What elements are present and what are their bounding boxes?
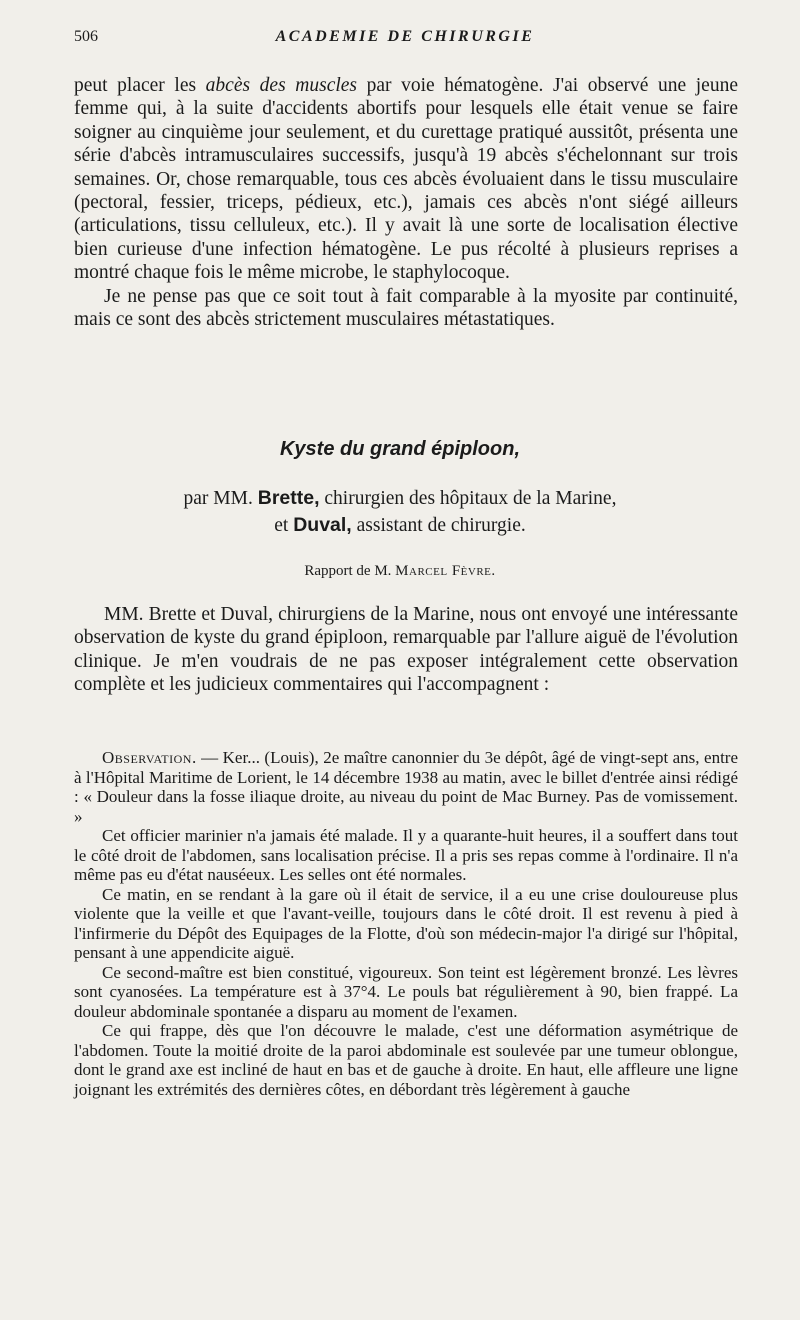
byline-conjunction: et — [274, 515, 294, 536]
reporter-name: Marcel Fèvre. — [395, 563, 496, 579]
observation-intro: — Ker... (Louis), 2e maître canonnier du 3e dépôt, âgé de vingt-sept ans, entre à l'Hôpital Maritime de Lorient, le 14 décembre 1938 au matin, avec le billet d'entrée ainsi rédigé : « Douleur dans la fosse iliaque droite, au niveau du point de Mac Burney. Pas de vomissement. » — [74, 748, 738, 826]
observation-label: Observation. — [102, 748, 197, 767]
lead-paragraph-1-rest: par voie hématogène. J'ai observé une jeune femme qui, à la suite d'accidents abortifs pour lesquels elle était venue se faire soigner au cinquième jour seulement, et du curettage pratiqué aussitôt, présenta une série d'abcès intramusculaires successifs, jusqu'à 19 abcès s'échelonnant sur trois semaines. Or, chose remarquable, tous ces abcès évoluaient dans le tissu musculaire (pectoral, fessier, triceps, pédieux, etc.), jamais ces abcès n'ont siégé ailleurs (articulations, tissu celluleux, etc.). Il y avait là une sorte de localisation élective bien curieuse d'une infection hématogène. Le pus récolté à plusieurs reprises a montré chaque fois le même microbe, le staphylocoque. — [74, 75, 738, 284]
observation-paragraph-5: Ce qui frappe, dès que l'on découvre le malade, c'est une déformation asymétrique de l'abdomen. Toute la moitié droite de la paroi abdominale est soulevée par une tumeur oblongue, dont le grand axe est incliné de haut en bas et de gauche à droite. En haut, elle affleure une ligne joignant les extrémités des dernières côtes, en débordant très légèrement à gauche — [74, 1021, 738, 1099]
lead-paragraph-1 — [74, 74, 738, 285]
article-byline — [0, 485, 800, 539]
page-header — [74, 28, 736, 52]
lead-text — [74, 74, 738, 331]
running-title: ACADEMIE DE CHIRURGIE — [275, 28, 535, 45]
observation-paragraph-4: Ce second-maître est bien constitué, vigoureux. Son teint est légèrement bronzé. Les lèvres sont cyanosées. La température est à 37°4. Le pouls bat régulièrement à 90, bien frappé. La douleur abdominale spontanée a disparu au moment de l'examen. — [74, 962, 738, 1021]
report-attribution — [0, 563, 800, 580]
author-duval-role: assistant de chirurgie. — [351, 515, 526, 536]
report-paragraph: MM. Brette et Duval, chirurgiens de la Marine, nous ont envoyé une intéressante observation de kyste du grand épiploon, remarquable par l'allure aiguë de l'évolution clinique. Je m'en voudrais de ne pas exposer intégralement cette observation complète et les judicieux commentaires qui l'accompagnent : — [74, 604, 738, 696]
observation-section — [74, 748, 738, 1099]
author-brette: Brette, — [257, 487, 320, 509]
lead-paragraph-1-italic: abcès des muscles — [205, 75, 358, 96]
observation-paragraph-2: Cet officier marinier n'a jamais été malade. Il y a quarante-huit heures, il a souffert dans tout le côté droit de l'abdomen, sans localisation précise. Il a pris ses repas comme à l'ordinaire. Il n'a même pas eu d'état nauséeux. Les selles ont été normales. — [74, 826, 738, 884]
report-prefix: Rapport de M. — [304, 563, 396, 579]
page-number: 506 — [74, 28, 98, 45]
byline-line-2 — [0, 512, 800, 539]
observation-paragraph-1 — [74, 748, 738, 826]
lead-paragraph-2: Je ne pense pas que ce soit tout à fait comparable à la myosite par continuité, mais ce sont des abcès strictement musculaires métastatiques. — [74, 285, 738, 331]
byline-line-1 — [0, 485, 800, 512]
byline-prefix: par MM. — [183, 488, 258, 509]
author-duval: Duval, — [293, 514, 352, 536]
article-title: Kyste du grand épiploon, — [279, 438, 520, 460]
observation-paragraph-3: Ce matin, en se rendant à la gare où il était de service, il a eu une crise douloureuse plus violente que la veille et que l'avant-veille, toujours dans le côté droit. Il est revenu à pied à l'infirmerie du Dépôt des Equipages de la Flotte, d'où son médecin-major l'a dirigé sur l'hôpital, pensant à une appendicite aiguë. — [74, 884, 738, 962]
author-brette-role: chirurgien des hôpitaux de la Marine, — [319, 488, 617, 509]
lead-paragraph-1-start: peut placer les — [74, 75, 206, 96]
